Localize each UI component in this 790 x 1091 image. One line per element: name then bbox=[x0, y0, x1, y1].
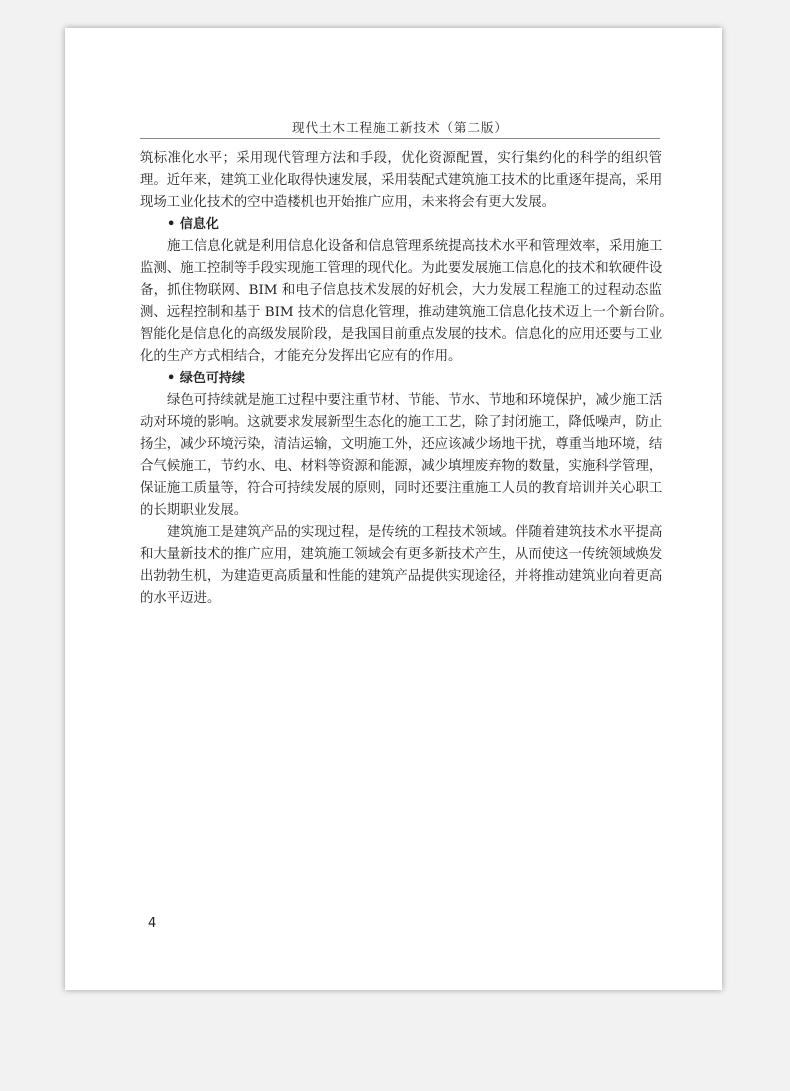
text-line: 动对环境的影响。这就要求发展新型生态化的施工工艺，除了封闭施工，降低噪声，防止 bbox=[140, 415, 663, 430]
page-number: 4 bbox=[148, 916, 157, 931]
text-line: 合气候施工，节约水、电、材料等资源和能源，减少填埋废弃物的数量，实施科学管理， bbox=[140, 459, 663, 474]
text-line: 筑标准化水平；采用现代管理方法和手段，优化资源配置，实行集约化的科学的组织管 bbox=[140, 151, 662, 166]
text-line: 现场工业化技术的空中造楼机也开始推广应用，未来将会有更大发展。 bbox=[140, 195, 556, 210]
text-line: 的水平迈进。 bbox=[140, 591, 221, 606]
text-line: 扬尘，减少环境污染，清洁运输，文明施工外，还应该减少场地干扰，尊重当地环境，结 bbox=[140, 437, 663, 452]
text-line: 施工信息化就是利用信息化设备和信息管理系统提高技术水平和管理效率，采用施工 bbox=[167, 239, 663, 254]
text-line: 和大量新技术的推广应用，建筑施工领域会有更多新技术产生，从而使这一传统领域焕发 bbox=[140, 547, 663, 562]
running-header: 现代土木工程施工新技术（第二版） bbox=[291, 120, 508, 135]
text-line: 绿色可持续就是施工过程中要注重节材、节能、节水、节地和环境保护，减少施工活 bbox=[167, 393, 663, 408]
text-line: 备，抓住物联网、BIM 和电子信息技术发展的好机会，大力发展工程施工的过程动态监 bbox=[140, 283, 662, 298]
text-line: 的长期职业发展。 bbox=[140, 503, 248, 518]
paragraph bbox=[140, 236, 673, 368]
text-line: 智能化是信息化的高级发展阶段，是我国目前重点发展的技术。信息化的应用还要与工业 bbox=[140, 327, 663, 342]
section-heading: • 信息化 bbox=[167, 217, 219, 232]
text-line: 出勃勃生机，为建造更高质量和性能的建筑产品提供实现途径，并将推动建筑业向着更高 bbox=[140, 569, 663, 584]
section-heading: • 绿色可持续 bbox=[167, 371, 245, 386]
paragraph bbox=[140, 390, 662, 522]
page-body bbox=[140, 148, 673, 610]
text-line: 建筑施工是建筑产品的实现过程，是传统的工程技术领域。伴随着建筑技术水平提高 bbox=[167, 525, 663, 540]
book-page bbox=[65, 28, 722, 990]
text-line: 理。近年来，建筑工业化取得快速发展，采用装配式建筑施工技术的比重逐年提高，采用 bbox=[140, 173, 663, 188]
paragraph bbox=[140, 148, 662, 214]
text-line: 测、远程控制和基于 BIM 技术的信息化管理，推动建筑施工信息化技术迈上一个新台阶。 bbox=[140, 305, 673, 320]
text-line: 化的生产方式相结合，才能充分发挥出它应有的作用。 bbox=[140, 349, 462, 364]
text-line: 监测、施工控制等手段实现施工管理的现代化。为此要发展施工信息化的技术和软硬件设 bbox=[140, 261, 663, 276]
paragraph bbox=[140, 522, 662, 610]
text-line: 保证施工质量等，符合可持续发展的原则，同时还要注重施工人员的教育培训并关心职工 bbox=[140, 481, 663, 496]
header-rule bbox=[140, 138, 660, 139]
